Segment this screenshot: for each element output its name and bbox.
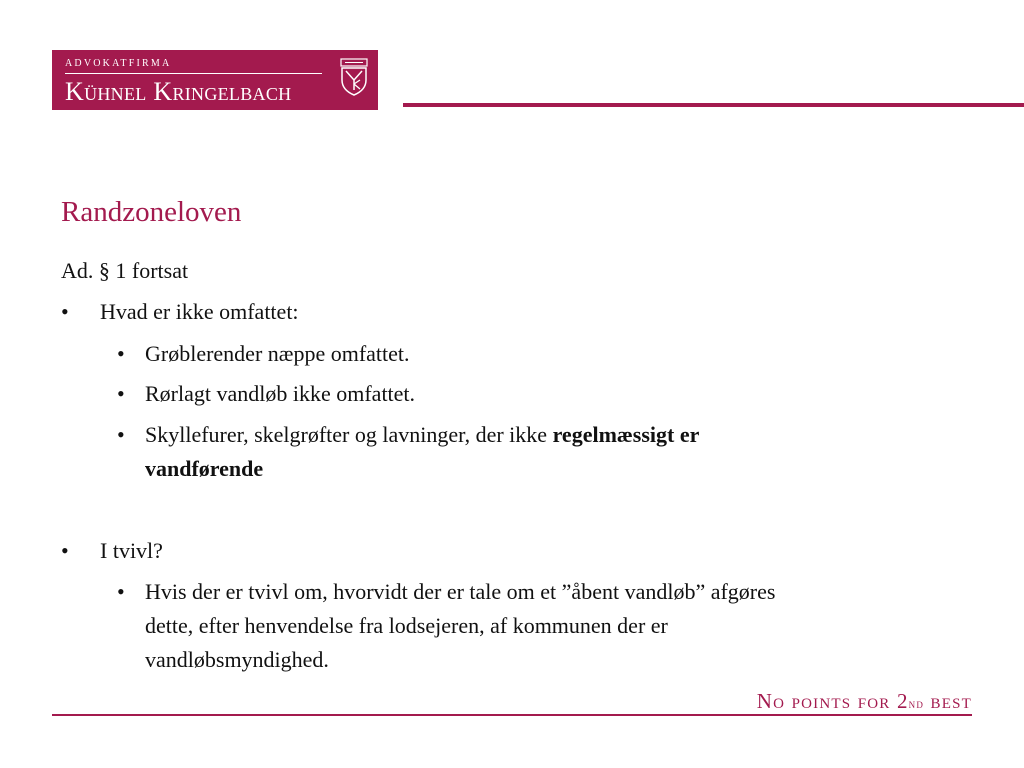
firm-logo xyxy=(52,50,378,110)
tagline-ordinal: nd xyxy=(908,696,925,711)
sub-bullet-text-bold: regelmæssigt er xyxy=(552,422,700,447)
logo-subtitle: ADVOKATFIRMA xyxy=(65,58,172,69)
sub-bullet-text xyxy=(145,422,699,448)
logo-divider xyxy=(65,73,322,74)
sub-bullet-text-bold-continued: vandførende xyxy=(145,456,264,481)
logo-firm-name: Kühnel Kringelbach xyxy=(65,77,292,106)
sub-bullet-text: dette, efter henvendelse fra lodsejeren, af kommunen der er xyxy=(145,613,668,638)
sub-bullet-marker: • xyxy=(117,579,125,604)
sub-bullet-text: Rørlagt vandløb ikke omfattet. xyxy=(145,381,416,406)
tagline-text-end: best xyxy=(924,689,972,713)
header-divider xyxy=(403,103,1024,107)
bullet-text: Hvad er ikke omfattet: xyxy=(100,299,299,324)
slide-title: Randzoneloven xyxy=(61,196,242,228)
sub-bullet-text: Grøblerender næppe omfattet. xyxy=(145,341,410,366)
bullet-marker: • xyxy=(61,538,69,563)
intro-text: Ad. § 1 fortsat xyxy=(61,258,189,283)
sub-bullet-marker: • xyxy=(117,381,125,406)
bullet-marker: • xyxy=(61,299,69,324)
sub-bullet-text: Hvis der er tvivl om, hvorvidt der er tale om et ”åbent vandløb” afgøres xyxy=(145,579,776,604)
shield-crest-icon xyxy=(340,58,368,96)
footer-tagline xyxy=(757,690,972,715)
bullet-text: I tvivl? xyxy=(100,538,163,563)
sub-bullet-text: vandløbsmyndighed. xyxy=(145,647,329,672)
sub-bullet-text-normal: Skyllefurer, skelgrøfter og lavninger, der ikke xyxy=(145,422,553,447)
footer-divider xyxy=(52,714,972,716)
sub-bullet-marker: • xyxy=(117,341,125,366)
tagline-text: No points for 2 xyxy=(756,689,909,713)
sub-bullet-marker: • xyxy=(117,422,125,447)
